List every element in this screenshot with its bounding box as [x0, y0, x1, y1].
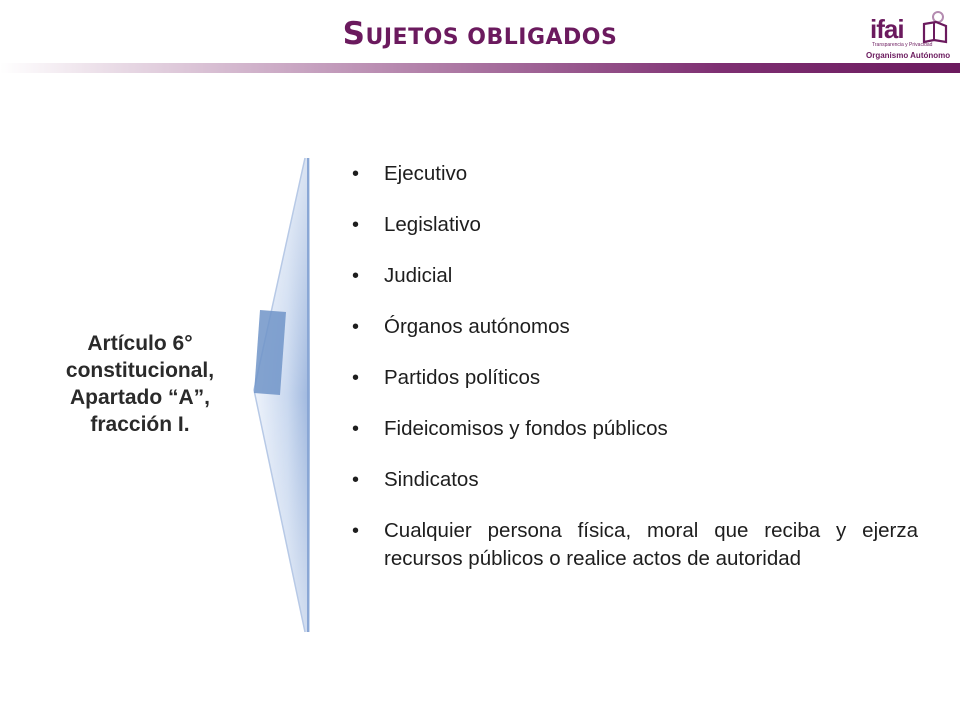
logo-tagline: Transparencia y Privacidad	[872, 42, 933, 48]
logo-subtitle: Organismo Autónomo	[866, 51, 951, 60]
list-item: • Legislativo	[352, 211, 918, 239]
bullet-icon: •	[352, 316, 360, 338]
bullet-icon: •	[352, 265, 360, 287]
bullet-icon: •	[352, 520, 360, 542]
obligated-subjects-list	[352, 160, 918, 596]
ifai-logo	[852, 8, 952, 64]
list-item: • Judicial	[352, 262, 918, 290]
list-item: • Ejecutivo	[352, 160, 918, 188]
bullet-icon: •	[352, 163, 360, 185]
slide-title-rest: UJETOS OBLIGADOS	[365, 25, 618, 50]
bullet-icon: •	[352, 418, 360, 440]
logo-figure-icon	[918, 10, 950, 44]
article-label-line-1: Artículo 6°	[87, 332, 193, 355]
bullet-icon: •	[352, 367, 360, 389]
list-item: • Sindicatos	[352, 466, 918, 494]
list-item: • Partidos políticos	[352, 364, 918, 392]
article-label-line-2: constitucional,	[65, 359, 215, 382]
slide-title-initial: S	[342, 16, 366, 52]
list-item: • Fideicomisos y fondos públicos	[352, 415, 918, 443]
list-item: • Órganos autónomos	[352, 313, 918, 341]
article-label-line-4: fracción I.	[90, 413, 190, 436]
article-label-line-3: Apartado “A”,	[69, 386, 210, 409]
list-item: • Cualquier persona física, moral que reciba y ejerza recursos públicos o realice actos de autoridad	[352, 519, 918, 570]
bullet-icon: •	[352, 214, 360, 236]
bracket-diamond-shape	[250, 150, 320, 640]
logo-wordmark: ifai	[870, 14, 904, 44]
article-label	[30, 330, 250, 438]
bullet-icon: •	[352, 469, 360, 491]
slide-title	[0, 16, 960, 52]
header-divider-bar	[0, 63, 960, 73]
